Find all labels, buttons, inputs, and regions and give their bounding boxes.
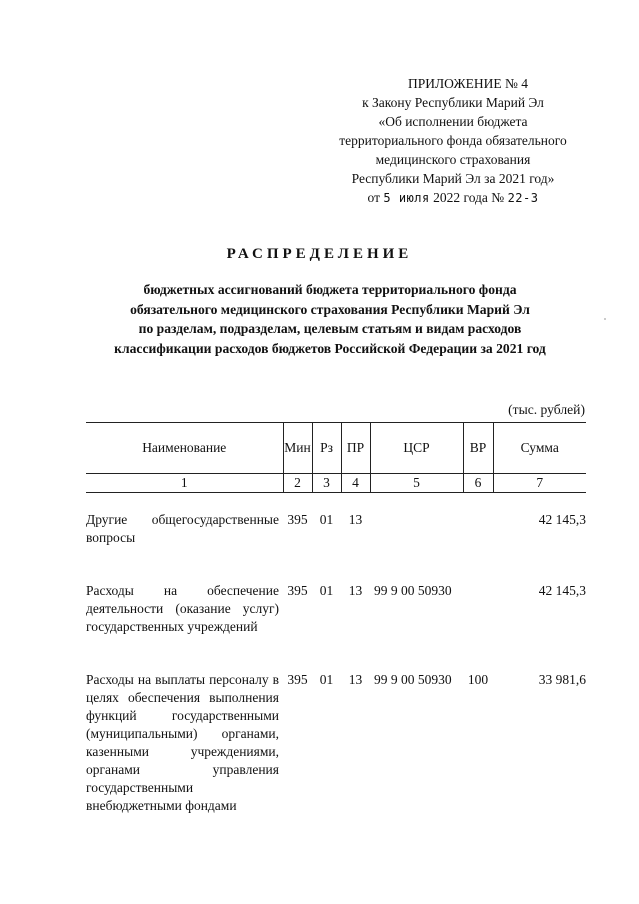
document-title: РАСПРЕДЕЛЕНИЕ [226,246,413,262]
row-vr [463,547,493,636]
column-number: 1 [86,474,283,493]
column-number: 4 [341,474,370,493]
header-csr: ЦСР [370,423,463,474]
column-number: 2 [283,474,312,493]
row-rz: 01 [319,512,334,527]
table-row [86,547,586,636]
row-min: 395 [287,512,308,527]
row-name: Расходы на выплаты персоналу в целях обеспечения выполнения функций государственными (муниципальными) органами, казенными учреждениями, органами управления государственными внебюджетными фондами [86,672,279,813]
appendix-law-title-4: Республики Марий Эл за 2021 год» [351,171,555,186]
row-pr: 13 [348,512,363,527]
date-day: 5 июля [383,191,430,205]
column-number-row [86,474,586,493]
row-csr: 99 9 00 50930 [374,583,452,598]
appendix-law-title-1: «Об исполнении бюджета [378,114,528,129]
row-csr [370,493,463,548]
table-row [86,636,586,815]
row-min: 395 [287,583,308,598]
header-vr: ВР [463,423,493,474]
header-rz: Рз [312,423,341,474]
document-subtitle [60,280,600,358]
table-row [86,493,586,548]
subtitle-line: классификации расходов бюджетов Российской Федерации за 2021 год [114,340,546,356]
header-sum: Сумма [493,423,586,474]
row-min: 395 [287,672,308,687]
appendix-law: к Закону Республики Марий Эл [362,95,544,110]
appendix-block [318,74,588,208]
appendix-date-line [318,188,588,208]
column-number: 3 [312,474,341,493]
date-year: 2022 года № [433,190,505,205]
row-sum: 42 145,3 [538,583,586,598]
date-prefix: от [367,190,381,205]
header-row [86,423,586,474]
row-pr: 13 [348,583,363,598]
row-vr: 100 [467,672,489,687]
row-name: Другие общегосударственные вопросы [86,512,279,545]
header-pr: ПР [341,423,370,474]
subtitle-line: бюджетных ассигнований бюджета территориального фонда [143,282,517,297]
row-vr [463,493,493,548]
column-number: 5 [370,474,463,493]
column-number: 6 [463,474,493,493]
appendix-number: ПРИЛОЖЕНИЕ № 4 [407,76,529,91]
row-sum: 42 145,3 [538,512,586,527]
row-pr: 13 [348,672,363,687]
scan-speck [604,318,606,320]
column-number: 7 [493,474,586,493]
subtitle-line: обязательного медицинского страхования Республики Марий Эл [130,301,530,317]
appendix-law-title-3: медицинского страхования [375,152,531,167]
law-number: 22-З [507,191,539,205]
row-rz: 01 [319,672,334,687]
row-sum: 33 981,6 [538,672,586,687]
appendix-law-title-2: территориального фонда обязательного [339,133,567,148]
row-rz: 01 [319,583,334,598]
budget-table [86,422,586,815]
subtitle-line: по разделам, подразделам, целевым статьям и видам расходов [138,321,522,336]
header-name: Наименование [86,423,283,474]
header-min: Мин [283,423,312,474]
row-name: Расходы на обеспечение деятельности (оказание услуг) государственных учреждений [86,583,279,634]
units-label: (тыс. рублей) [508,402,585,417]
row-csr: 99 9 00 50930 [374,672,452,687]
